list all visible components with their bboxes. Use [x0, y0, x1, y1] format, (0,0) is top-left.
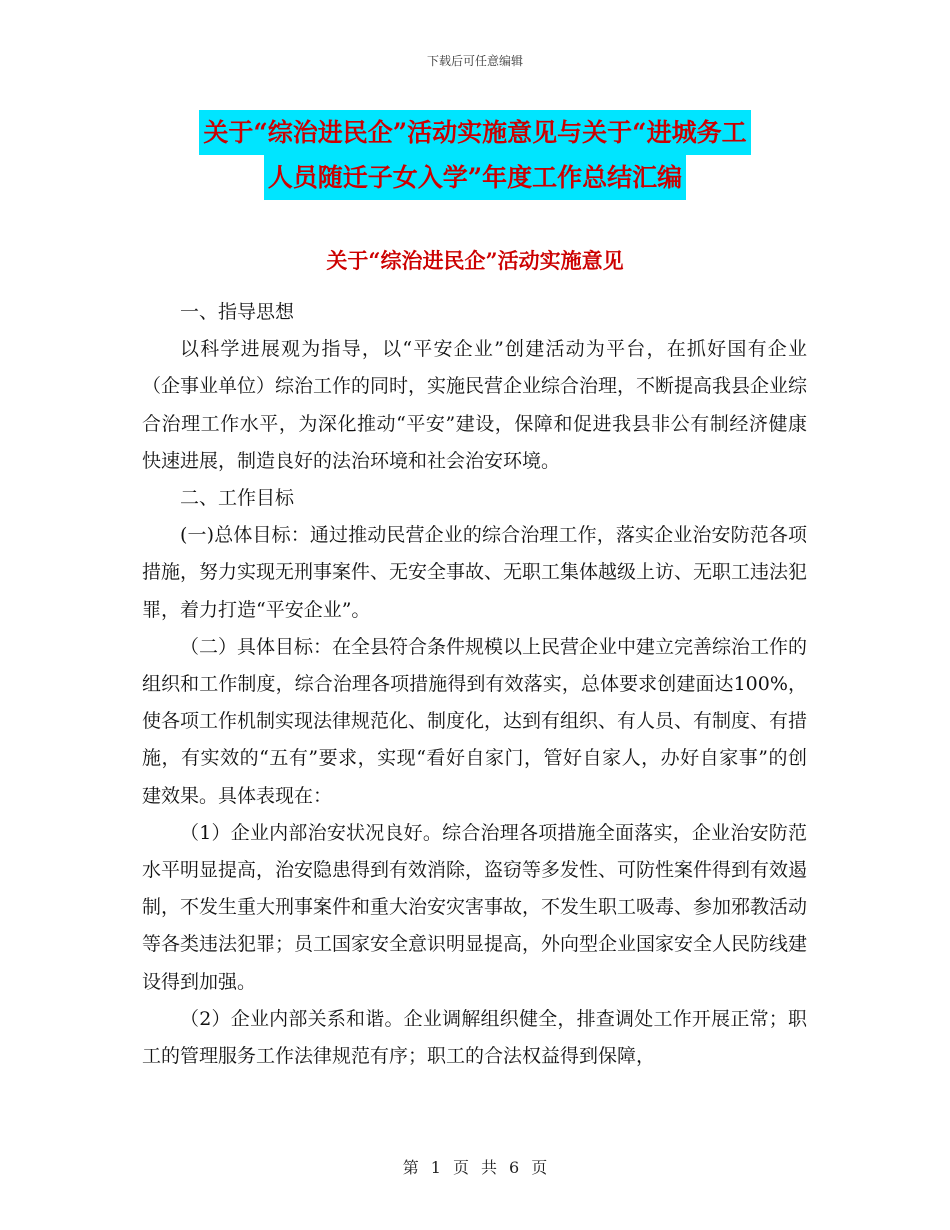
- document-title-line-1: 关于“综治进民企”活动实施意见与关于“进城务工: [199, 110, 750, 155]
- header-note: 下载后可任意编辑: [426, 54, 523, 68]
- document-title: [0, 110, 950, 200]
- footer-total-unit: 页: [531, 1158, 548, 1177]
- paragraph-heading-work-goals: 二、工作目标: [180, 487, 295, 510]
- paragraph: （二）具体目标：在全县符合条件规模以上民营企业中建立完善综治工作的组织和工作制度，综合治理各项措施得到有效落实，总体要求创建面达100%，使各项工作机制实现法律规范化、制度化，达到有组织、有人员、有制度、有措施，有实效的“五有”要求，实现“看好自家门，管好自家人，办好自家事”的创建效果。具体表现在：: [142, 635, 808, 807]
- footer-total-label: 共: [481, 1158, 498, 1177]
- page-footer: [0, 1155, 950, 1178]
- footer-page-unit: 页: [452, 1158, 469, 1177]
- paragraph-heading-guiding-thought: 一、指导思想: [180, 301, 295, 323]
- paragraph: (一)总体目标：通过推动民营企业的综合治理工作，落实企业治安防范各项措施，努力实现无刑事案件、无安全事故、无职工集体越级上访、无职工违法犯罪，着力打造“平安企业”。: [142, 524, 808, 621]
- section-title: 关于“综治进民企”活动实施意见: [326, 248, 624, 273]
- footer-page-label: 第: [402, 1158, 419, 1177]
- footer-page-current: 1: [430, 1158, 441, 1177]
- document-body: [142, 294, 807, 1075]
- document-title-line-2: 人员随迁子女入学”年度工作总结汇编: [264, 155, 686, 200]
- paragraph: 以科学进展观为指导，以“平安企业”创建活动为平台，在抓好国有企业（企事业单位）综治工作的同时，实施民营企业综合治理，不断提高我县企业综合治理工作水平，为深化推动“平安”建设，保障和促进我县非公有制经济健康快速进展，制造良好的法治环境和社会治安环境。: [142, 338, 808, 472]
- footer-page-total: 6: [509, 1158, 520, 1177]
- paragraph: （2）企业内部关系和谐。企业调解组织健全，排查调处工作开展正常；职工的管理服务工作法律规范有序；职工的合法权益得到保障，: [142, 1007, 807, 1068]
- paragraph: （1）企业内部治安状况良好。综合治理各项措施全面落实，企业治安防范水平明显提高，治安隐患得到有效消除，盗窃等多发性、可防性案件得到有效遏制，不发生重大刑事案件和重大治安灾害事故，不发生职工吸毒、参加邪教活动等各类违法犯罪；员工国家安全意识明显提高，外向型企业国家安全人民防线建设得到加强。: [142, 821, 808, 993]
